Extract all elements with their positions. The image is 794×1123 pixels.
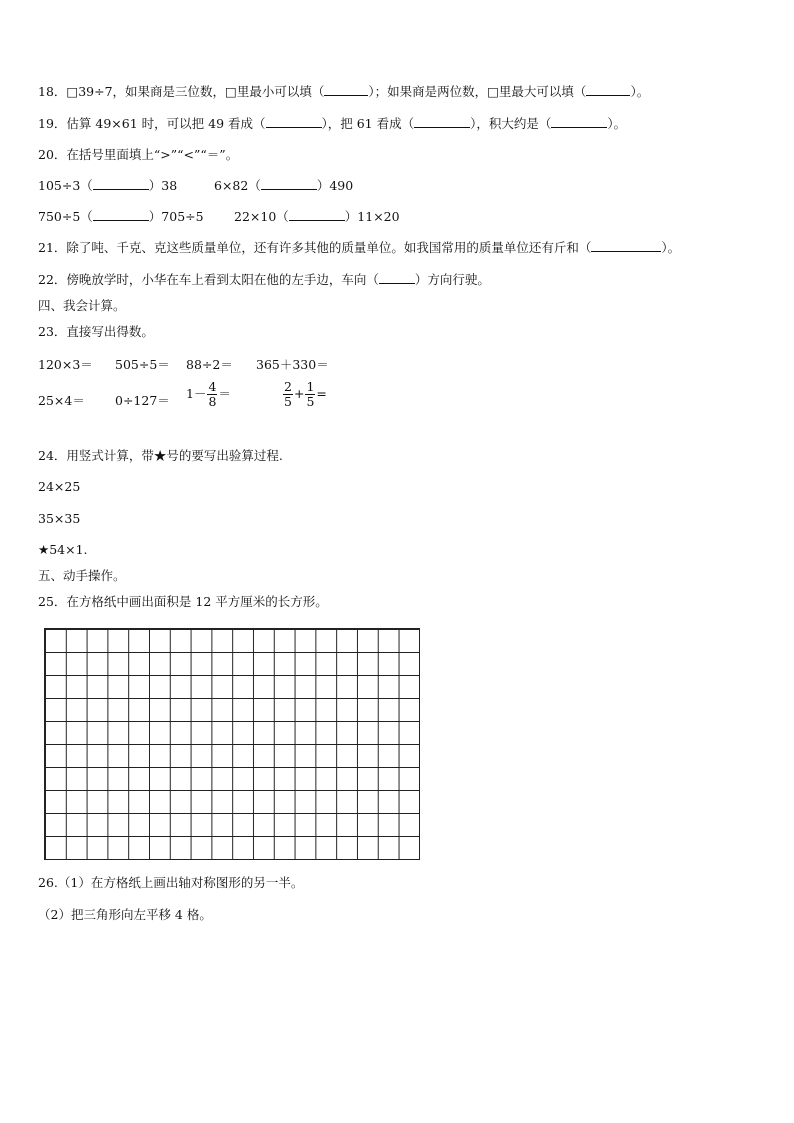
compare-blank[interactable] xyxy=(261,178,317,190)
question-23-title: 23．直接写出得数。 xyxy=(38,324,154,339)
answer-blank[interactable] xyxy=(324,84,368,96)
question-18 xyxy=(38,84,649,100)
question-21 xyxy=(38,240,680,256)
numerator: 2 xyxy=(284,379,292,394)
calc-item: 0÷127＝ xyxy=(115,393,170,408)
q20-right: ）11×20 xyxy=(344,209,400,224)
q19-text-d: ）。 xyxy=(607,116,627,131)
fraction-calc-1 xyxy=(186,380,231,409)
section-heading: 五、动手操作。 xyxy=(38,568,126,583)
question-19 xyxy=(38,116,626,132)
q20-item xyxy=(214,178,353,194)
fraction xyxy=(283,380,293,409)
frac-lead: 1－ xyxy=(186,386,207,401)
question-20-title: 20．在括号里面填上“>”“<”“＝”。 xyxy=(38,147,239,162)
numerator: 1 xyxy=(306,379,315,394)
denominator: 5 xyxy=(284,394,292,409)
question-25-title: 25．在方格纸中画出面积是 12 平方厘米的长方形。 xyxy=(38,594,328,609)
answer-blank[interactable] xyxy=(266,116,322,128)
section-heading: 四、我会计算。 xyxy=(38,298,126,313)
calc-item: 88÷2＝ xyxy=(186,357,233,372)
question-22 xyxy=(38,272,490,288)
fraction-calc-2 xyxy=(282,380,327,409)
compare-blank[interactable] xyxy=(289,209,345,221)
q18-text-a: 18．□39÷7，如果商是三位数，□里最小可以填（ xyxy=(38,84,325,99)
answer-blank[interactable] xyxy=(591,240,661,252)
compare-blank[interactable] xyxy=(93,209,149,221)
q20-left: 6×82（ xyxy=(214,178,261,193)
vertical-calc-item: 35×35 xyxy=(38,511,81,526)
q19-text-a: 19．估算 49×61 时，可以把 49 看成（ xyxy=(38,116,266,131)
fraction xyxy=(207,380,217,409)
calc-item: 120×3＝ xyxy=(38,357,93,372)
q18-text-c: ）。 xyxy=(630,84,650,99)
q22-text-a: 22．傍晚放学时，小华在车上看到太阳在他的左手边，车向（ xyxy=(38,272,379,287)
denominator: 8 xyxy=(208,394,217,409)
q19-text-b: ），把 61 看成（ xyxy=(321,116,415,131)
q20-item xyxy=(234,209,400,225)
answer-blank[interactable] xyxy=(586,84,630,96)
q20-right: ）490 xyxy=(316,178,354,193)
fraction xyxy=(305,380,315,409)
question-26-part2: （2）把三角形向左平移 4 格。 xyxy=(38,907,212,922)
q20-right: ）705÷5 xyxy=(148,209,204,224)
q20-left: 22×10（ xyxy=(234,209,289,224)
denominator: 5 xyxy=(306,394,315,409)
frac-tail: = xyxy=(316,386,327,401)
vertical-calc-item-starred: ★54×1. xyxy=(38,542,88,557)
frac-tail: ＝ xyxy=(218,386,231,401)
calc-item: 25×4＝ xyxy=(38,393,85,408)
q20-item xyxy=(38,209,204,225)
question-26-part1: 26.（1）在方格纸上画出轴对称图形的另一半。 xyxy=(38,875,304,890)
calc-item: 365＋330＝ xyxy=(256,357,329,372)
q22-text-b: ）方向行驶。 xyxy=(414,272,490,287)
answer-blank[interactable] xyxy=(551,116,607,128)
compare-blank[interactable] xyxy=(93,178,149,190)
q21-text-b: ）。 xyxy=(661,240,681,255)
q20-left: 750÷5（ xyxy=(38,209,93,224)
q20-left: 105÷3（ xyxy=(38,178,93,193)
vertical-calc-item: 24×25 xyxy=(38,479,81,494)
q18-text-b: ）；如果商是两位数，□里最大可以填（ xyxy=(368,84,587,99)
q20-right: ）38 xyxy=(148,178,178,193)
numerator: 4 xyxy=(208,379,217,394)
answer-blank[interactable] xyxy=(379,272,415,284)
question-24-title: 24．用竖式计算，带★号的要写出验算过程. xyxy=(38,448,283,463)
q20-item xyxy=(38,178,177,194)
calc-item: 505÷5＝ xyxy=(115,357,170,372)
answer-blank[interactable] xyxy=(414,116,470,128)
plus-sign: + xyxy=(293,386,305,401)
q19-text-c: ），积大约是（ xyxy=(470,116,552,131)
grid-paper[interactable] xyxy=(44,628,420,860)
q21-text-a: 21．除了吨、千克、克这些质量单位，还有许多其他的质量单位。如我国常用的质量单位还有斤和（ xyxy=(38,240,592,255)
